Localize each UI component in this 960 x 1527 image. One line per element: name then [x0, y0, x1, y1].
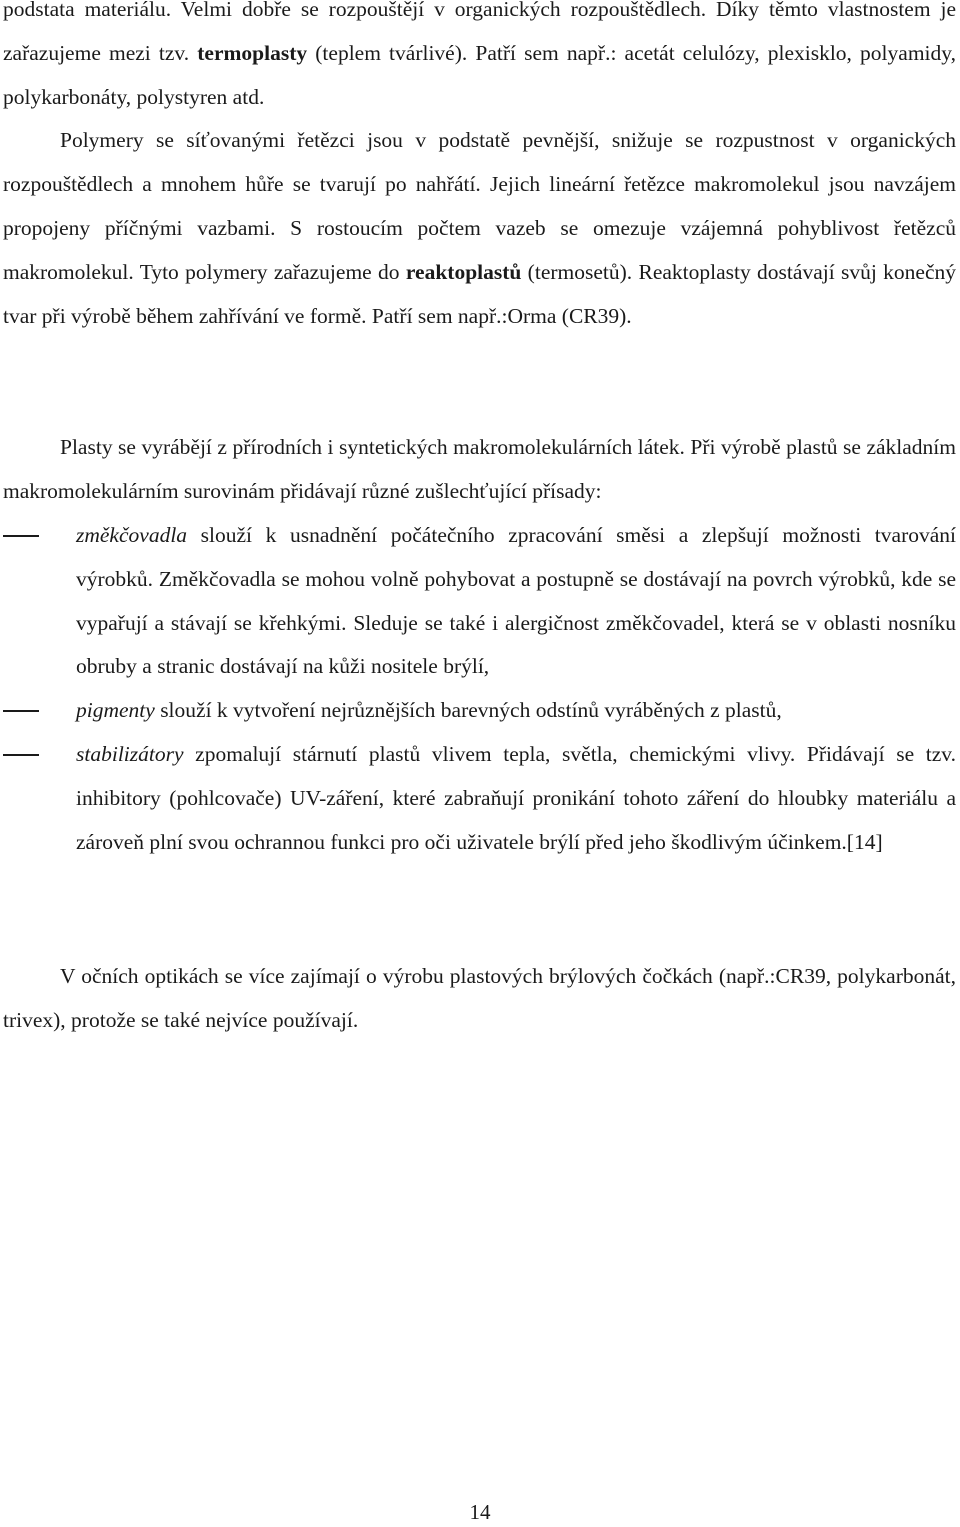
list-text: zpomalují stárnutí plastů vlivem tepla, světla, chemickými vlivy. Přidávají se tzv. inhibitory (pohlcovače) UV-záření, které zabraňují pronikání tohoto záření do hloubky materiálu a zároveň plní svou ochrannou funkci pro oči uživatele brýlí před jeho škodlivým účinkem.[14] [76, 741, 956, 854]
list-text: slouží k usnadnění počátečního zpracování směsi a zlepšují možnosti tvarování výrobků. Změkčovadla se mohou volně pohybovat a postupně se dostávají na povrch výrobků, kde se vypařují a stávají se křehkými. Sleduje se také i alergičnost změkčovadel, která se v oblasti nosníku obruby a stranic dostávají na kůži nositele brýlí, [76, 523, 956, 679]
additives-list [3, 514, 956, 864]
paragraph-termoplasty [3, 0, 956, 119]
list-text: slouží k vytvoření nejrůznějších barevných odstínů vyráběných z plastů, [154, 698, 782, 723]
list-item [3, 689, 956, 733]
paragraph-text: Polymery se síťovanými řetězci jsou v podstatě pevnější, snižuje se rozpustnost v organických rozpouštědlech a mnohem hůře se tvarují po nahřátí. Jejich lineární řetězce makromolekul jsou navzájem propojeny příčnými vazbami. S rostoucím počtem vazeb se omezuje vzájemná pohyblivost řetězců makromolekul. Tyto polymery zařazujeme do [3, 128, 956, 284]
paragraph-reaktoplasty [3, 119, 956, 338]
body-text-top [3, 0, 956, 338]
paragraph-text: (teplem tvárlivé). Patří sem např.: acetát celulózy, plexisklo, polyamidy, polykarbonáty, polystyren atd. [3, 40, 956, 109]
body-text-additives [3, 426, 956, 514]
paragraph-additives-intro: Plasty se vyrábějí z přírodních i syntetických makromolekulárních látek. Při výrobě plastů se základním makromolekulárním surovinám přidávají různé zušlechťující přísady: [3, 435, 956, 503]
paragraph-text: podstata materiálu. Velmi dobře se rozpouštějí v organických rozpouštědlech. Díky těmto vlastnostem je zařazujeme mezi tzv. [3, 0, 956, 65]
dash-bullet [3, 710, 39, 712]
page-number: 14 [469, 1500, 491, 1524]
term-reaktoplasty: reaktoplastů [405, 259, 522, 284]
body-text-closing [3, 955, 956, 1043]
list-term: změkčovadla [76, 523, 188, 547]
dash-bullet [3, 754, 39, 756]
dash-bullet [3, 535, 39, 537]
list-item [3, 514, 956, 689]
paragraph-closing: V očních optikách se více zajímají o výrobu plastových brýlových čočkách (např.:CR39, polykarbonát, trivex), protože se také nejvíce používají. [3, 964, 956, 1032]
list-item [3, 733, 956, 864]
list-term: pigmenty [76, 698, 155, 723]
term-termoplasty: termoplasty [197, 40, 308, 65]
paragraph-text: (termosetů). Reaktoplasty dostávají svůj konečný tvar při výrobě během zahřívání ve formě. Patří sem např.:Orma (CR39). [3, 259, 957, 328]
list-term: stabilizátory [76, 741, 184, 766]
